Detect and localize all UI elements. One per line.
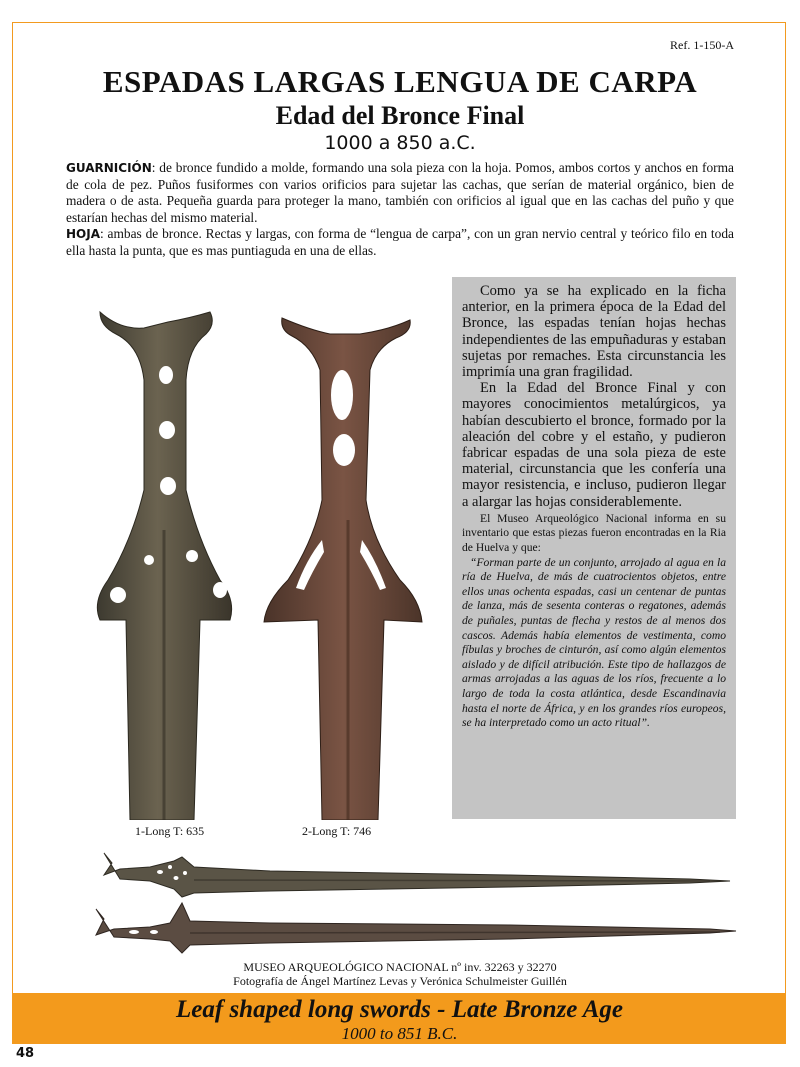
photo-credit: Fotografía de Ángel Martínez Levas y Verónica Schulmeister Guillén — [233, 974, 567, 988]
caption-sword-1: 1-Long T: 635 — [135, 824, 205, 838]
history-panel — [452, 277, 736, 819]
page-number: 48 — [16, 1046, 35, 1061]
sword-1-hilt — [97, 312, 231, 820]
guarnicion-paragraph — [66, 160, 734, 226]
sword-hilts-photo — [60, 290, 455, 820]
panel-paragraph-3: El Museo Arqueológico Nacional informa en su inventario que estas piezas fueron encontradas en la Ria de Huelva y que: — [462, 511, 726, 555]
caption-sword-2: 2-Long T: 746 — [302, 824, 372, 838]
banner-subtitle: 1000 to 851 B.C. — [341, 1024, 458, 1043]
full-swords-illustration — [90, 845, 740, 957]
banner-title: Leaf shaped long swords - Late Bronze Age — [176, 996, 623, 1023]
page-title: ESPADAS LARGAS LENGUA DE CARPA — [102, 64, 698, 99]
sword-hilts-illustration — [60, 290, 455, 820]
description — [66, 160, 734, 260]
sword-2-hilt — [264, 318, 422, 820]
guarnicion-text: : de bronce fundido a molde, formando una sola pieza con la hoja. Pomos, ambos cortos y anchos en forma de cola de pez. Puños fusiformes con varios orificios para sujetar las cachas, que serían de material orgánico, bien de madera o de asta. Pequeña guarda para proteger la mano, también con orificios al igual que en las cachas del puño y que estarían hechas del mismo material. — [66, 160, 734, 225]
full-sword-1 — [104, 853, 730, 897]
panel-paragraph-2: En la Edad del Bronce Final y con mayores conocimientos metalúrgicos, ya habían descubierto el bronce, formado por la aleación del cobre y el estaño, y pudieron fabricar espadas de una sola pieza de este material, circunstancia que les confería una mayor resistencia, e incluso, pudieron llegar a alargar las hojas considerablemente. — [462, 380, 726, 510]
panel-quote: “Forman parte de un conjunto, arrojado al agua en la ría de Huelva, de más de cuatrocientos objetos, entre ellos unas ochenta espadas, casi un centenar de puntas de lanza, más de sesenta conteras o regatones, además de puñales, puntas de flecha y restos de al menos dos cascos. Además había elementos de vestimenta, como fíbulas y broches de cinturón, así como algún elementos aislado y de difícil atribución. Este tipo de hallazgos de armas arrojadas a las aguas de los ríos, frecuente a lo largo de toda la costa atlántica, desde Escandinavia hasta el norte de África, y en los grandes ríos europeos, se ha interpretado como un acto ritual”. — [462, 555, 726, 730]
hoja-label: HOJA — [66, 227, 100, 242]
hoja-paragraph — [66, 226, 734, 259]
page-subtitle: Edad del Bronce Final — [275, 101, 525, 130]
guarnicion-label: GUARNICIÓN — [66, 161, 152, 175]
hoja-text: : ambas de bronce. Rectas y largas, con forma de “lengua de carpa”, con un gran nervio central y teórico filo en toda ella hasta la punta, que es mas puntiaguda en una de ellas. — [66, 226, 734, 258]
panel-paragraph-1: Como ya se ha explicado en la ficha anterior, en la primera época de la Edad del Bronce, las espadas tenían hojas hechas independientes de las empuñaduras y estaban sujetas por remaches. Esta circunstancia les imprimía una gran fragilidad. — [462, 283, 726, 381]
museum-inventory: MUSEO ARQUEOLÓGICO NACIONAL nº inv. 32263 y 32270 — [243, 960, 557, 974]
reference-code: Ref. 1-150-A — [670, 38, 734, 52]
full-swords-photo — [90, 845, 740, 957]
date-range: 1000 a 850 a.C. — [324, 132, 476, 154]
english-title-banner — [13, 993, 786, 1043]
museum-credit — [0, 960, 800, 988]
full-sword-2 — [96, 903, 736, 953]
